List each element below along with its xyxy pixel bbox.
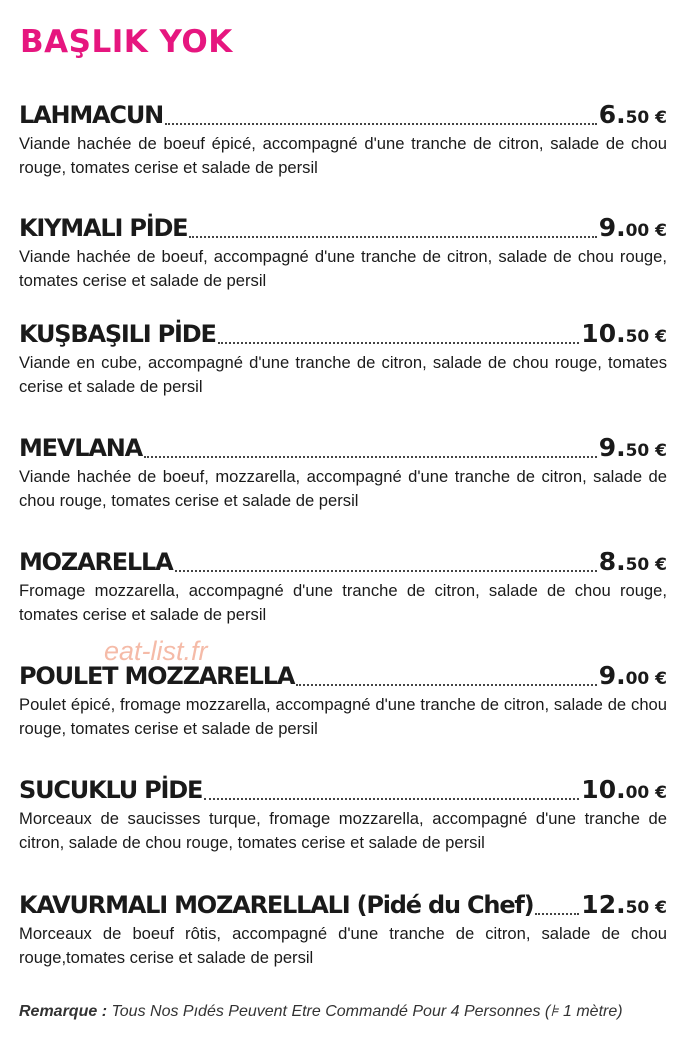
menu-item-name: LAHMACUN	[19, 101, 163, 129]
price-cents: 50 €	[625, 441, 667, 461]
page-title: BAŞLIK YOK	[20, 24, 233, 60]
dot-leader	[189, 236, 596, 238]
remark-note	[19, 1001, 623, 1021]
menu-item-price	[581, 775, 667, 804]
watermark: eat-list.fr	[104, 636, 208, 666]
menu-item	[19, 319, 667, 399]
dot-leader	[296, 684, 596, 686]
dot-leader	[204, 798, 579, 800]
menu-item-price	[599, 213, 667, 242]
dot-leader	[175, 570, 597, 572]
menu-item-description: Viande hachée de boeuf, mozzarella, accompagné d'une tranche de citron, salade de chou rouge, tomates cerise et salade de persil	[19, 467, 667, 510]
price-main: 9.	[598, 433, 626, 462]
price-cents: 50 €	[625, 327, 667, 347]
price-main: 12.	[581, 890, 626, 919]
menu-item-price	[599, 433, 667, 462]
price-main: 9.	[598, 661, 626, 690]
menu-item-description: Fromage mozzarella, accompagné d'une tranche de citron, salade de chou rouge, tomates cerise et salade de persil	[19, 581, 667, 624]
price-cents: 00 €	[625, 669, 667, 689]
menu-item	[19, 547, 667, 627]
menu-item-description: Morceaux de saucisses turque, fromage mozzarella, accompagné d'une tranche de citron, salade de chou rouge, tomates cerise et salade de persil	[19, 809, 667, 852]
menu-item-header	[19, 100, 667, 130]
menu-item-price	[581, 890, 667, 919]
menu-item	[19, 775, 667, 855]
menu-item-header	[19, 775, 667, 805]
menu-item-name: SUCUKLU PİDE	[19, 776, 203, 804]
price-cents: 00 €	[625, 783, 667, 803]
menu-item-description: Morceaux de boeuf rôtis, accompagné d'une tranche de citron, salade de chou rouge,tomates cerise et salade de persil	[19, 924, 667, 967]
menu-item-header	[19, 547, 667, 577]
dot-leader	[218, 342, 580, 344]
menu-item-description: Viande hachée de boeuf, accompagné d'une tranche de citron, salade de chou rouge, tomates cerise et salade de persil	[19, 247, 667, 290]
menu-item-name: POULET MOZZARELLA	[19, 662, 295, 690]
menu-item-price	[599, 547, 667, 576]
menu-item	[19, 433, 667, 513]
menu-item-header	[19, 213, 667, 243]
menu-item-name: MOZARELLA	[19, 548, 173, 576]
menu-item-name: KAVURMALI MOZARELLALI (Pidé du Chef)	[19, 891, 534, 919]
menu-item-header	[19, 890, 667, 920]
menu-item	[19, 213, 667, 293]
price-cents: 50 €	[625, 108, 667, 128]
menu-item-name: KIYMALI PİDE	[19, 214, 188, 242]
price-cents: 50 €	[625, 555, 667, 575]
dot-leader	[144, 456, 597, 458]
remark-label: Remarque :	[19, 1003, 108, 1020]
menu-item-price	[599, 661, 667, 690]
price-main: 9.	[598, 213, 626, 242]
menu-item-header	[19, 433, 667, 463]
dot-leader	[165, 123, 597, 125]
dot-leader	[535, 913, 579, 915]
menu-item	[19, 890, 667, 970]
price-main: 8.	[598, 547, 626, 576]
price-cents: 00 €	[625, 221, 667, 241]
price-cents: 50 €	[625, 898, 667, 918]
price-main: 10.	[581, 319, 626, 348]
menu-item-name: MEVLANA	[19, 434, 142, 462]
menu-item-price	[599, 100, 667, 129]
price-main: 10.	[581, 775, 626, 804]
menu-item	[19, 661, 667, 741]
menu-item-price	[581, 319, 667, 348]
menu-item-header	[19, 319, 667, 349]
remark-text: Tous Nos Pıdés Peuvent Etre Commandé Pour 4 Personnes (⊧ 1 mètre)	[107, 1003, 623, 1020]
price-main: 6.	[598, 100, 626, 129]
menu-item-name: KUŞBAŞILI PİDE	[19, 320, 216, 348]
menu-item-description: Viande hachée de boeuf épicé, accompagné d'une tranche de citron, salade de chou rouge, tomates cerise et salade de persil	[19, 134, 667, 177]
menu-item-description: Viande en cube, accompagné d'une tranche de citron, salade de chou rouge, tomates cerise et salade de persil	[19, 353, 667, 396]
menu-item	[19, 100, 667, 180]
menu-item-description: Poulet épicé, fromage mozzarella, accompagné d'une tranche de citron, salade de chou rouge, tomates cerise et salade de persil	[19, 695, 667, 738]
menu-item-header	[19, 661, 667, 691]
